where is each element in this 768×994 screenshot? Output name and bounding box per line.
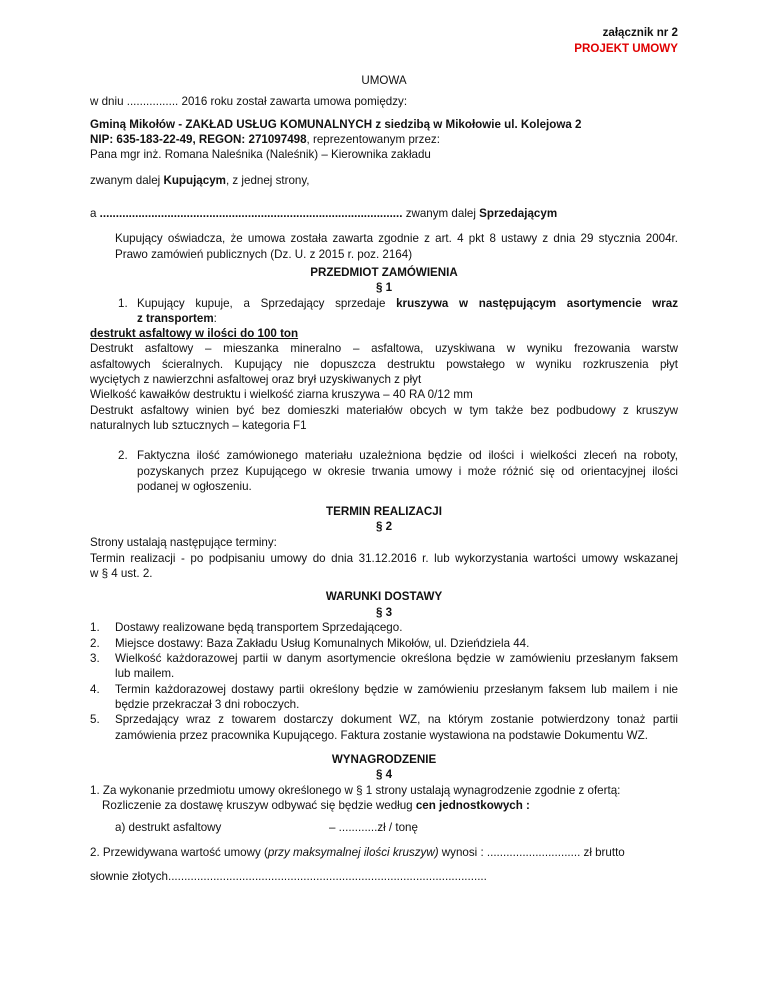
section-1-paragraph: § 1 bbox=[375, 281, 393, 294]
s3-item-3-number: 3. bbox=[90, 652, 100, 665]
s3-item-2: Miejsce dostawy: Baza Zakładu Usług Komunalnych Mikołów, ul. Dzieńdziela 44. bbox=[115, 637, 530, 650]
s1-item1-bold: kruszywa w następującym asortymencie wraz bbox=[396, 297, 678, 310]
s1-item2-number: 2. bbox=[118, 449, 128, 462]
s4-p2 bbox=[90, 845, 625, 861]
buyer-nip-regon: NIP: 635-183-22-49, REGON: 271097498 bbox=[90, 133, 307, 146]
seller-line bbox=[90, 206, 557, 222]
s1-item2-line3: podanej w ogłoszeniu. bbox=[137, 480, 252, 493]
section-4-heading: WYNAGRODZENIE bbox=[331, 753, 437, 766]
s4-item-a-label: a) destrukt asfaltowy bbox=[115, 821, 222, 834]
section-4-paragraph: § 4 bbox=[375, 768, 393, 781]
intro-line: w dniu ................ 2016 roku został zawarta umowa pomiędzy: bbox=[90, 95, 408, 108]
section-2-paragraph: § 2 bbox=[375, 520, 393, 533]
s3-item-4-line2: będzie przekraczał 3 dni roboczych. bbox=[115, 698, 300, 711]
text-fragment: wynosi : ............................. zł brutto bbox=[438, 846, 625, 859]
s4-item-a-price: – ............zł / tonę bbox=[329, 821, 418, 834]
section-1-heading: PRZEDMIOT ZAMÓWIENIA bbox=[310, 266, 458, 279]
text-fragment: a bbox=[90, 207, 100, 220]
s3-item-5-number: 5. bbox=[90, 713, 100, 726]
text-fragment: zwanym dalej bbox=[402, 207, 480, 220]
s3-item-3-line2: lub mailem. bbox=[115, 667, 175, 680]
s4-unit-prices: cen jednostkowych : bbox=[415, 799, 530, 812]
product-desc-2: asfaltowych ścieralnych. Kupujący nie dopuszcza destruktu powstałego w wyniku rozkruszenia płyt bbox=[90, 358, 678, 371]
s1-item1-line2 bbox=[137, 311, 217, 327]
section-3-heading: WARUNKI DOSTAWY bbox=[325, 590, 443, 603]
buyer-called bbox=[90, 173, 310, 189]
s2-line-3: w § 4 ust. 2. bbox=[90, 567, 153, 580]
s4-p1-line2 bbox=[102, 798, 530, 814]
attachment-label: załącznik nr 2 bbox=[602, 26, 678, 39]
s1-item1-number: 1. bbox=[118, 297, 128, 310]
section-3-paragraph: § 3 bbox=[375, 606, 393, 619]
text-fragment: Kupujący kupuje, a Sprzedający sprzedaje bbox=[137, 297, 397, 310]
product-desc-5: Destrukt asfaltowy winien być bez domieszki materiałów obcych w tym także bez podbudowy z kruszyw bbox=[90, 404, 678, 417]
s4-p1-line1: 1. Za wykonanie przedmiotu umowy określonego w § 1 strony ustalają wynagrodzenie zgodnie z ofertą: bbox=[90, 784, 621, 797]
text-fragment: : bbox=[213, 312, 217, 325]
s4-p2-italic: przy maksymalnej ilości kruszyw) bbox=[267, 846, 439, 859]
s3-item-4-number: 4. bbox=[90, 683, 100, 696]
text-fragment: 2. Przewidywana wartość umowy ( bbox=[90, 846, 268, 859]
s2-line-1: Strony ustalają następujące terminy: bbox=[90, 536, 277, 549]
s1-item1-text bbox=[137, 296, 678, 312]
s1-item2-line2: pozyskanych przez Kupującego w okresie trwania umowy i może różnić się od orientacyjnej ilości bbox=[137, 465, 678, 478]
document-title: UMOWA bbox=[361, 74, 407, 87]
seller-name-blank: .............................................................................................. bbox=[99, 207, 403, 220]
buyer-represented: , reprezentowanym przez: bbox=[306, 133, 440, 146]
buyer-ids bbox=[90, 132, 440, 148]
s1-item2-line1: Faktyczna ilość zamówionego materiału uzależniona będzie od ilości i wielkości zleceń na roboty, bbox=[137, 449, 678, 462]
draft-label: PROJEKT UMOWY bbox=[574, 42, 678, 55]
product-desc-4: Wielkość kawałków destruktu i wielkość ziarna kruszywa – 40 RA 0/12 mm bbox=[90, 388, 473, 401]
declaration-line-1: Kupujący oświadcza, że umowa została zawarta zgodnie z art. 4 pkt 8 ustawy z dnia 29 stycznia 2004r. bbox=[115, 232, 678, 245]
buyer-name: Gminą Mikołów - ZAKŁAD USŁUG KOMUNALNYCH z siedzibą w Mikołowie ul. Kolejowa 2 bbox=[90, 118, 582, 131]
s3-item-2-number: 2. bbox=[90, 637, 100, 650]
seller-role: Sprzedającym bbox=[479, 207, 558, 220]
s3-item-5-line2: zamówienia przez pracownika Kupującego. Faktura zostanie wystawiona na podstawie Dokumentu WZ. bbox=[115, 729, 648, 742]
s3-item-4-line1: Termin każdorazowej dostawy partii określony będzie w zamówieniu przesłanym faksem lub mailem i nie bbox=[115, 683, 678, 696]
section-2-heading: TERMIN REALIZACJI bbox=[326, 505, 442, 518]
product-desc-1: Destrukt asfaltowy – mieszanka mineralno – asfaltowa, uzyskiwana w wyniku frezowania warstw bbox=[90, 342, 678, 355]
s3-item-5-line1: Sprzedający wraz z towarem dostarczy dokument WZ, na którym zostanie potwierdzony tonaż partii bbox=[115, 713, 678, 726]
text-fragment: , z jednej strony, bbox=[225, 174, 310, 187]
s3-item-1-number: 1. bbox=[90, 621, 100, 634]
declaration-line-2: Prawo zamówień publicznych (Dz. U. z 2015 r. poz. 2164) bbox=[115, 248, 413, 261]
product-desc-6: naturalnych lub sztucznych – kategoria F1 bbox=[90, 419, 307, 432]
product-title: destrukt asfaltowy w ilości do 100 ton bbox=[90, 327, 299, 340]
buyer-role: Kupującym bbox=[163, 174, 226, 187]
s4-words: słownie złotych................................................................................................... bbox=[90, 870, 487, 883]
product-desc-3: wyciętych z nawierzchni asfaltowej oraz brył uzyskiwanych z płyt bbox=[90, 373, 422, 386]
text-fragment: z transportem bbox=[137, 312, 214, 325]
text-fragment: Rozliczenie za dostawę kruszyw odbywać się będzie według bbox=[102, 799, 416, 812]
text-fragment: zwanym dalej bbox=[90, 174, 164, 187]
buyer-representative: Pana mgr inż. Romana Naleśnika (Naleśnik) – Kierownika zakładu bbox=[90, 148, 431, 161]
s3-item-3-line1: Wielkość każdorazowej partii w danym asortymencie określona będzie w zamówieniu przesłanym faksem bbox=[115, 652, 678, 665]
s2-line-2: Termin realizacji - po podpisaniu umowy do dnia 31.12.2016 r. lub wykorzystania wartości umowy wskazanej bbox=[90, 552, 678, 565]
s3-item-1: Dostawy realizowane będą transportem Sprzedającego. bbox=[115, 621, 403, 634]
